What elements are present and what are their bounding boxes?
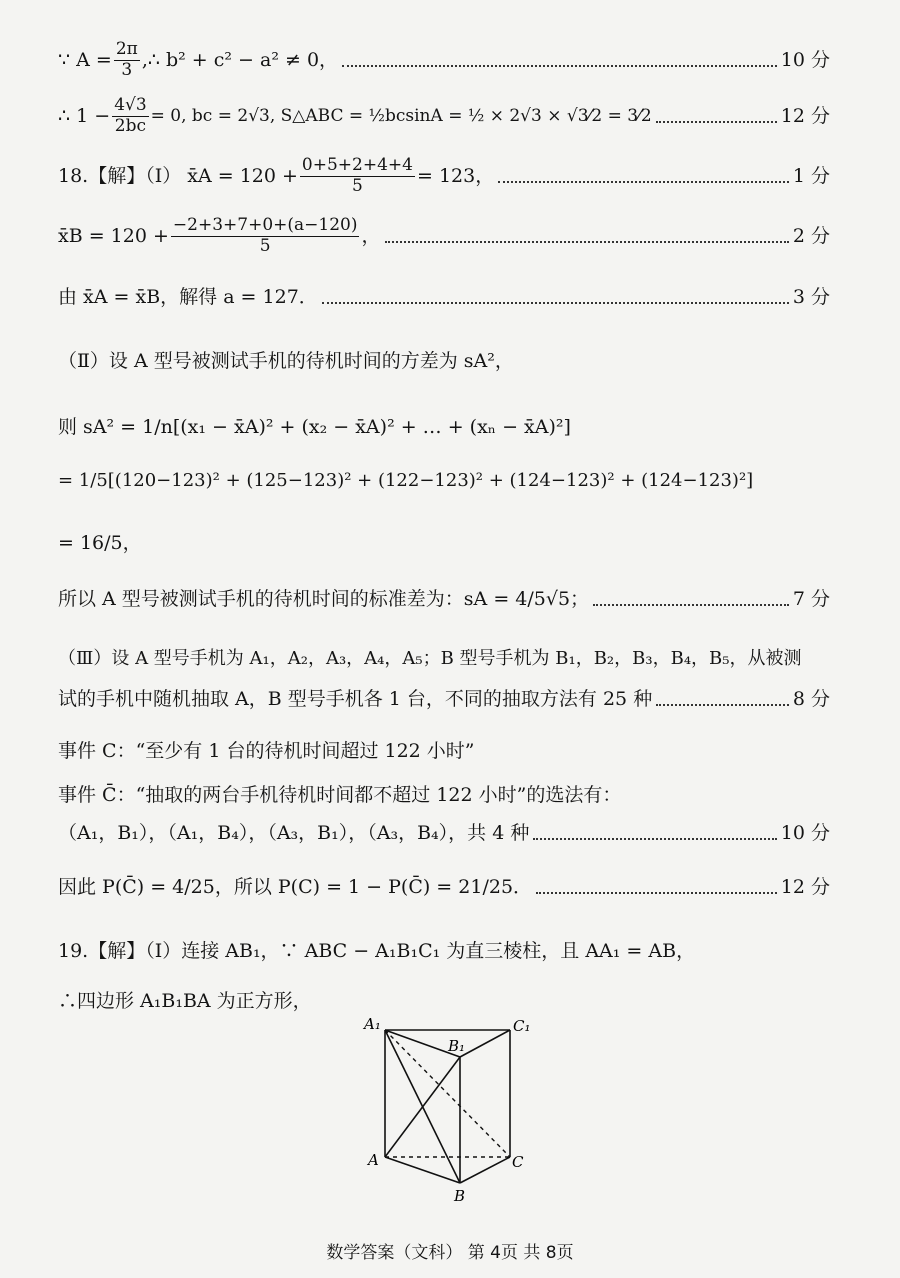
variance-result: = 16/5， [58,532,142,554]
score: 12 分 [780,104,830,127]
score: 2 分 [792,224,830,247]
leader-dots [656,704,789,706]
score: 3 分 [792,286,830,308]
answer-line-1: ∵ A = $\frac{2\pi}{3}$ ,∴ b² + c² − a² ≠ 0， 10 分 [58,39,830,80]
page-footer: 数学答案（文科） 第 4页 共 8页 [326,1243,574,1263]
event-c-bar: 事件 C̄：“抽取的两台手机待机时间都不超过 122 小时”的选法有： [58,784,622,806]
leader-dots [342,65,777,67]
leader-dots [498,181,789,183]
score: 7 分 [792,588,830,610]
event-c: 事件 C：“至少有 1 台的待机时间超过 122 小时” [58,740,475,762]
answer-line-2: ∴ 1 − $\frac{4√3}{2bc}$ = 0, bc = 2√3, S△ABC = ½bcsinA = ½ × 2√3 × √3⁄2 = 3⁄2 12 分 [58,95,830,136]
part-2-heading: （Ⅱ）设 A 型号被测试手机的待机时间的方差为 sA²， [58,350,514,372]
score: 12 分 [780,876,830,898]
answer-line-3: 18.【解】（Ⅰ） x̄A = 120 + $\frac{0+5+2+4+4}{5}$ = 123， 1 分 [58,155,830,196]
answer-line-4: x̄B = 120 + $\frac{-2+3+7+0+(a-120)}{5}$ ， 2 分 [58,215,830,256]
label-c: C [512,1153,524,1171]
leader-dots [385,241,789,243]
label-a1: A₁ [364,1015,381,1033]
score: 8 分 [792,688,830,710]
leader-dots [322,302,789,304]
label-b: B [454,1187,466,1205]
score: 10 分 [780,48,830,71]
fraction: $\frac{0+5+2+4+4}{5}$ [301,155,413,196]
score: 1 分 [792,164,830,187]
answer-line-5: 由 x̄A = x̄B，解得 a = 127． 3 分 [58,286,830,308]
label-b1: B₁ [448,1037,466,1055]
score: 10 分 [780,822,830,844]
leader-dots [533,838,776,840]
fraction: $\frac{2\pi}{3}$ [115,39,138,80]
leader-dots [536,892,777,894]
label-a: A [368,1151,379,1169]
variance-formula: 则 sA² = 1/n[(x₁ − x̄A)² + (x₂ − x̄A)² + … + (xₙ − x̄A)²] [58,416,571,438]
answer-line-probability: 因此 P(C̄) = 4/25，所以 P(C) = 1 − P(C̄) = 21/25． 12 分 [58,876,830,898]
answer-line-count: 试的手机中随机抽取 A，B 型号手机各 1 台，不同的抽取方法有 25 种 8 分 [58,688,830,710]
label-c1: C₁ [513,1017,531,1035]
answer-line-cases: （A₁，B₁），（A₁，B₄），（A₃，B₁），（A₃，B₄），共 4 种 10 分 [58,822,830,844]
variance-substitution: = 1/5[(120−123)² + (125−123)² + (122−123)² + (124−123)² + (124−123)²] [58,470,754,491]
fraction: $\frac{4√3}{2bc}$ [114,95,147,136]
answer-line-std: 所以 A 型号被测试手机的待机时间的标准差为：sA = 4/5√5； 7 分 [58,588,830,610]
q19-part-1: 19.【解】（Ⅰ）连接 AB₁，∵ ABC − A₁B₁C₁ 为直三棱柱，且 AA₁ = AB， [58,940,696,962]
fraction: $\frac{-2+3+7+0+(a-120)}{5}$ [172,215,358,256]
prism-figure [360,1015,540,1215]
leader-dots [593,604,789,606]
part-3-setup: （Ⅲ）设 A 型号手机为 A₁，A₂，A₃，A₄，A₅；B 型号手机为 B₁，B₂，B₃，B₄，B₅，从被测 [58,648,802,669]
leader-dots [656,121,777,123]
q19-square: ∴四边形 A₁B₁BA 为正方形， [58,990,312,1012]
